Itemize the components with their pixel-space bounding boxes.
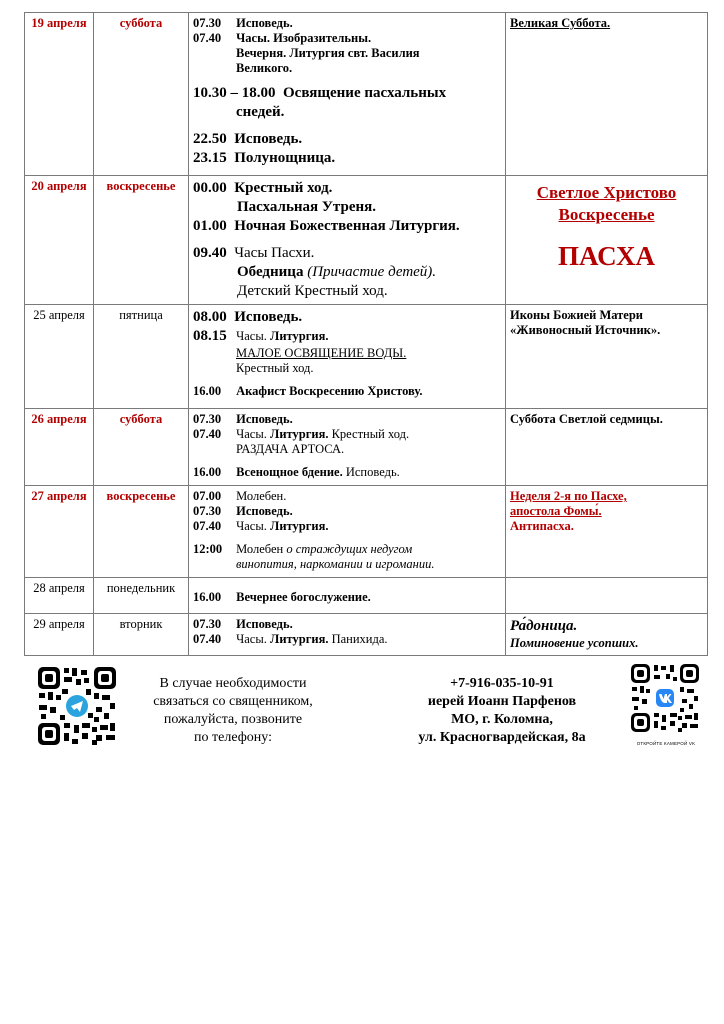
table-row: [25, 614, 708, 656]
feast-title: апостола Фомы́.: [510, 504, 602, 518]
phone-number[interactable]: +7-916-035-10-91: [450, 676, 554, 691]
feast-cell: [506, 409, 708, 486]
feast-title: Воскресенье: [558, 205, 655, 224]
table-row: [25, 305, 708, 409]
services-cell: 00.00 Крестный ход. Пасхальная Утреня. 01.00 Ночная Божественная Литургия. 09.40 Часы Пасхи. Обедница (Причастие детей). Детский Крестный ход.: [189, 176, 506, 305]
feast-title: Антипасха.: [510, 519, 574, 533]
table-row: [25, 486, 708, 578]
date-cell: 20 апреля: [25, 176, 94, 305]
feast-cell: [506, 486, 708, 578]
services-cell: 07.00 Молебен. 07.30 Исповедь. 07.40 Часы. Литургия. 12:00 Молебен о страждущих недугом винопития, наркомании и игромании.: [189, 486, 506, 578]
feast-cell: [506, 13, 708, 176]
feast-title: Неделя 2-я по Пасхе,: [510, 489, 627, 503]
date-cell: 25 апреля: [25, 305, 94, 409]
services-cell: 07.30 Исповедь. 07.40 Часы. Литургия. Панихида.: [189, 614, 506, 656]
feast-title: Ра́доница.: [510, 618, 578, 634]
paskha-label: ПАСХА: [558, 241, 655, 271]
feast-cell: [506, 578, 708, 614]
weekday-cell: понедельник: [94, 578, 189, 614]
feast-cell: [506, 176, 708, 305]
feast-title: Иконы Божией Матери: [510, 308, 644, 322]
table-row: [25, 578, 708, 614]
weekday-cell: пятница: [94, 305, 189, 409]
contact-details: [382, 675, 622, 747]
contact-footer: [0, 663, 724, 753]
date-cell: 26 апреля: [25, 409, 94, 486]
city: МО, г. Коломна,: [451, 712, 553, 727]
services-cell: 08.00 Исповедь. 08.15 Часы. Литургия. МАЛОЕ ОСВЯЩЕНИЕ ВОДЫ. Крестный ход. 16.00 Акафист Воскресению Христову.: [189, 305, 506, 409]
feast-title: «Живоносный Источник».: [510, 323, 661, 337]
priest-name: иерей Иоанн Парфенов: [427, 694, 577, 709]
weekday-cell: вторник: [94, 614, 189, 656]
date-cell: 27 апреля: [25, 486, 94, 578]
date-cell: 29 апреля: [25, 614, 94, 656]
weekday-cell: воскресенье: [94, 176, 189, 305]
telegram-qr-code[interactable]: [36, 665, 118, 747]
table-row: [25, 409, 708, 486]
date-cell: 19 апреля: [25, 13, 94, 176]
feast-cell: [506, 614, 708, 656]
services-cell: 07.30 Исповедь. 07.40 Часы. Изобразительны. Вечерня. Литургия свт. Василия Великого. 10.30 – 18.00 Освящение пасхальных снедей. 22.50 Исповедь. 23.15 Полунощница.: [189, 13, 506, 176]
feast-title: Суббота Светлой седмицы.: [510, 412, 663, 426]
feast-title: Великая Суббота.: [510, 16, 611, 30]
weekday-cell: воскресенье: [94, 486, 189, 578]
address: ул. Красногвардейская, 8а: [418, 730, 586, 745]
services-cell: 07.30 Исповедь. 07.40 Часы. Литургия. Крестный ход. РАЗДАЧА АРТОСА. 16.00 Всенощное бдение. Исповедь.: [189, 409, 506, 486]
date-cell: 28 апреля: [25, 578, 94, 614]
vk-qr-code[interactable]: [630, 663, 700, 733]
table-row: [25, 13, 708, 176]
services-cell: 16.00 Вечернее богослужение.: [189, 578, 506, 614]
contact-note: В случае необходимости связаться со священником, пожалуйста, позвоните по телефону:: [153, 676, 313, 745]
vk-caption: ОТКРОЙТЕ КАМЕРОЙ VK: [636, 741, 696, 746]
table-row: [25, 176, 708, 305]
schedule-table: [24, 12, 708, 656]
feast-cell: [506, 305, 708, 409]
feast-title: Светлое Христово: [536, 183, 677, 202]
feast-title: Поминовение усопших.: [510, 636, 639, 650]
weekday-cell: суббота: [94, 13, 189, 176]
weekday-cell: суббота: [94, 409, 189, 486]
